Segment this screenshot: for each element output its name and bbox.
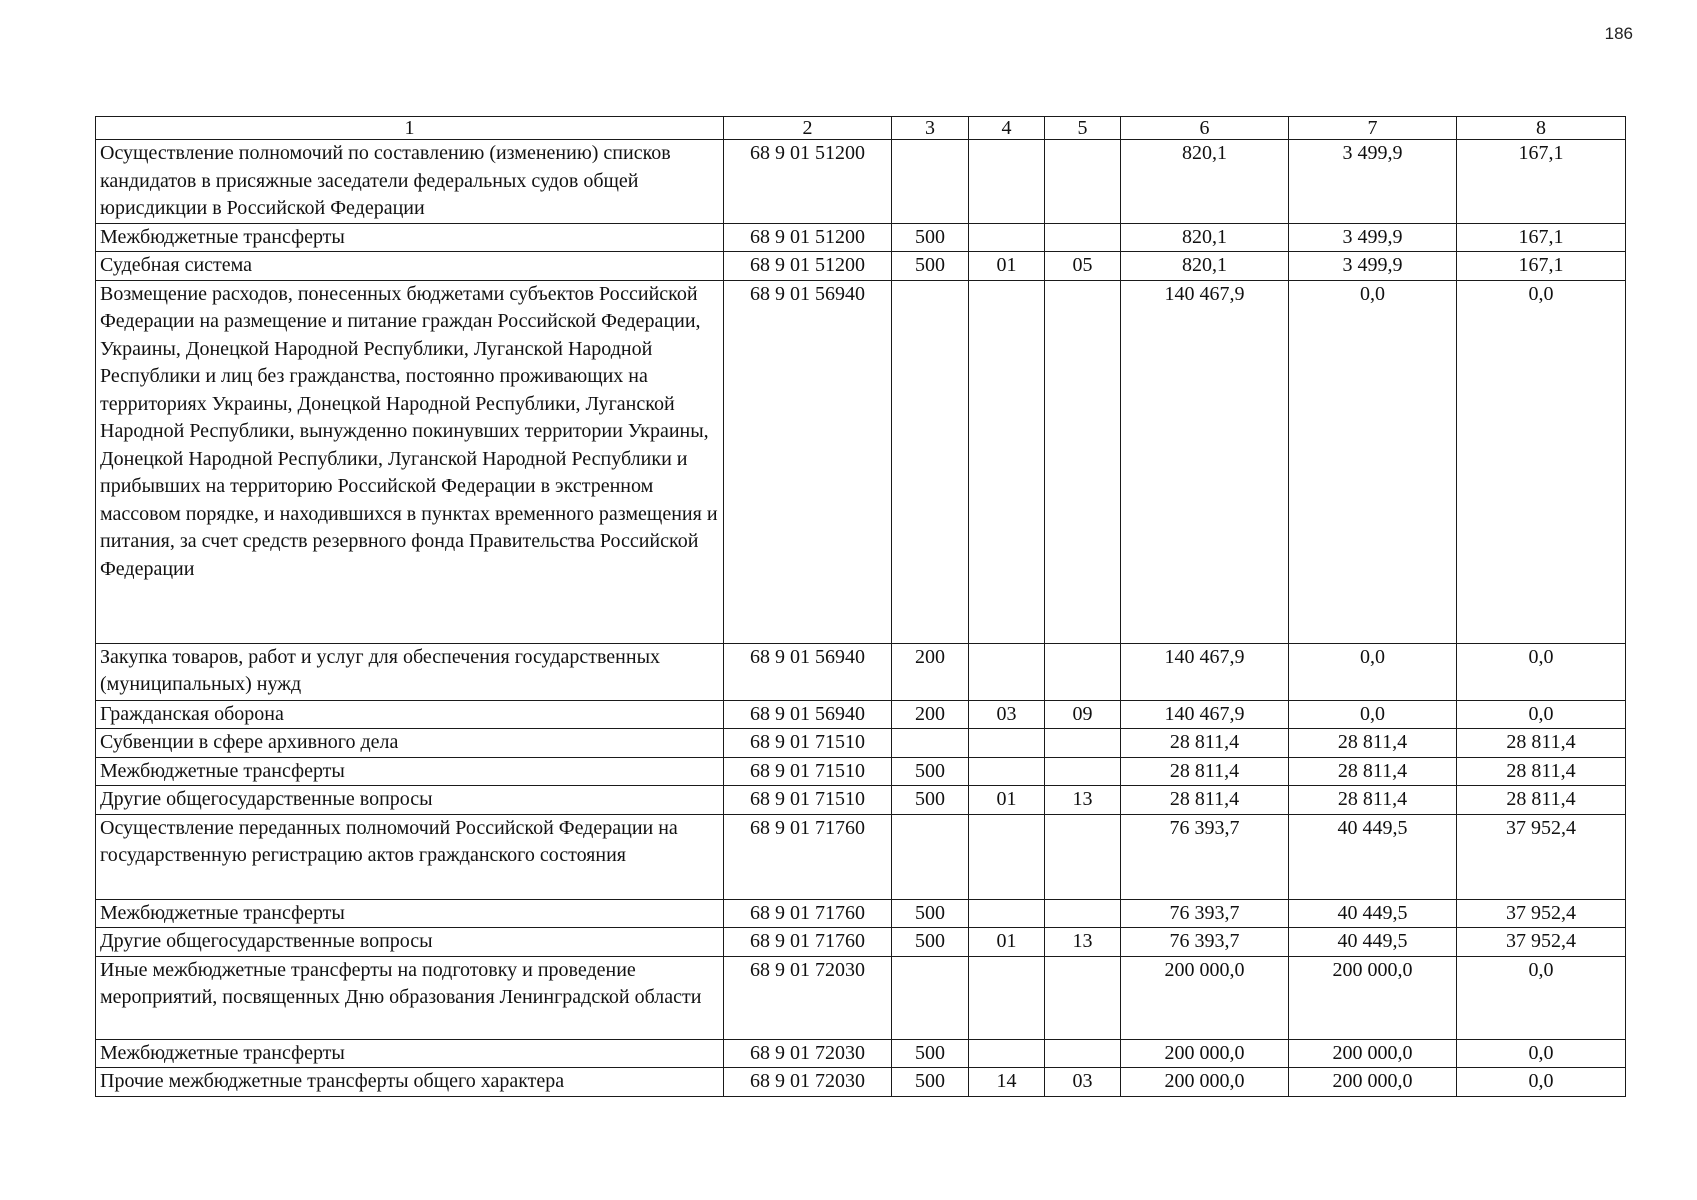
row-section: 01: [969, 928, 1045, 957]
row-subsection: [1045, 1039, 1121, 1068]
row-code: 68 9 01 71510: [724, 729, 892, 758]
row-value-col6: 820,1: [1121, 140, 1289, 224]
row-value-col6: 200 000,0: [1121, 956, 1289, 1039]
row-section: [969, 280, 1045, 643]
row-section: [969, 1039, 1045, 1068]
row-section: [969, 729, 1045, 758]
row-value-col6: 140 467,9: [1121, 280, 1289, 643]
row-subsection: [1045, 223, 1121, 252]
row-code: 68 9 01 71760: [724, 899, 892, 928]
row-section: [969, 140, 1045, 224]
row-value-col8: 0,0: [1457, 1039, 1626, 1068]
table-row: [96, 928, 1626, 957]
row-code: 68 9 01 72030: [724, 1039, 892, 1068]
page-number: 186: [1604, 24, 1633, 43]
row-expense-type: [892, 729, 969, 758]
row-expense-type: 500: [892, 223, 969, 252]
column-header: 5: [1045, 117, 1121, 140]
row-code: 68 9 01 72030: [724, 1068, 892, 1097]
row-value-col6: 28 811,4: [1121, 786, 1289, 815]
row-value-col8: 28 811,4: [1457, 757, 1626, 786]
row-value-col7: 3 499,9: [1289, 223, 1457, 252]
table-row: [96, 700, 1626, 729]
column-header: 1: [96, 117, 724, 140]
column-header: 7: [1289, 117, 1457, 140]
row-section: [969, 757, 1045, 786]
row-subsection: 03: [1045, 1068, 1121, 1097]
row-value-col7: 0,0: [1289, 700, 1457, 729]
row-value-col7: 0,0: [1289, 280, 1457, 643]
row-code: 68 9 01 51200: [724, 252, 892, 281]
row-code: 68 9 01 71760: [724, 814, 892, 899]
row-section: [969, 223, 1045, 252]
row-subsection: [1045, 280, 1121, 643]
row-value-col7: 200 000,0: [1289, 956, 1457, 1039]
table-row: [96, 899, 1626, 928]
row-section: [969, 643, 1045, 700]
row-code: 68 9 01 56940: [724, 643, 892, 700]
row-section: [969, 956, 1045, 1039]
row-value-col7: 200 000,0: [1289, 1039, 1457, 1068]
row-value-col7: 28 811,4: [1289, 729, 1457, 758]
row-expense-type: 500: [892, 928, 969, 957]
row-value-col8: 37 952,4: [1457, 928, 1626, 957]
row-expense-type: 200: [892, 700, 969, 729]
row-subsection: [1045, 757, 1121, 786]
row-value-col6: 200 000,0: [1121, 1068, 1289, 1097]
row-section: 03: [969, 700, 1045, 729]
column-header: 2: [724, 117, 892, 140]
row-code: 68 9 01 71510: [724, 757, 892, 786]
table-row: [96, 757, 1626, 786]
table-row: [96, 729, 1626, 758]
table-row: [96, 140, 1626, 224]
row-name: Другие общегосударственные вопросы: [96, 786, 724, 815]
row-code: 68 9 01 71760: [724, 928, 892, 957]
row-code: 68 9 01 51200: [724, 140, 892, 224]
row-section: [969, 899, 1045, 928]
row-subsection: 13: [1045, 928, 1121, 957]
table-row: [96, 223, 1626, 252]
row-value-col6: 28 811,4: [1121, 757, 1289, 786]
row-subsection: 13: [1045, 786, 1121, 815]
row-expense-type: 500: [892, 1039, 969, 1068]
row-value-col7: 200 000,0: [1289, 1068, 1457, 1097]
row-subsection: [1045, 814, 1121, 899]
row-value-col8: 28 811,4: [1457, 786, 1626, 815]
row-value-col7: 40 449,5: [1289, 899, 1457, 928]
row-value-col8: 0,0: [1457, 700, 1626, 729]
table-row: [96, 643, 1626, 700]
row-value-col6: 820,1: [1121, 252, 1289, 281]
budget-table-container: [95, 116, 1625, 1097]
row-value-col6: 820,1: [1121, 223, 1289, 252]
row-value-col8: 0,0: [1457, 643, 1626, 700]
row-subsection: [1045, 899, 1121, 928]
row-name: Иные межбюджетные трансферты на подготовку и проведение мероприятий, посвященных Дню образования Ленинградской области: [96, 956, 724, 1039]
row-value-col6: 140 467,9: [1121, 643, 1289, 700]
column-header: 8: [1457, 117, 1626, 140]
table-row: [96, 1039, 1626, 1068]
row-name: Межбюджетные трансферты: [96, 899, 724, 928]
row-value-col8: 167,1: [1457, 140, 1626, 224]
row-expense-type: [892, 956, 969, 1039]
row-section: 14: [969, 1068, 1045, 1097]
row-expense-type: [892, 140, 969, 224]
row-code: 68 9 01 56940: [724, 700, 892, 729]
row-name: Межбюджетные трансферты: [96, 223, 724, 252]
row-section: [969, 814, 1045, 899]
row-name: Другие общегосударственные вопросы: [96, 928, 724, 957]
row-value-col7: 40 449,5: [1289, 814, 1457, 899]
row-value-col6: 200 000,0: [1121, 1039, 1289, 1068]
row-code: 68 9 01 71510: [724, 786, 892, 815]
row-subsection: [1045, 643, 1121, 700]
table-row: [96, 814, 1626, 899]
row-value-col8: 28 811,4: [1457, 729, 1626, 758]
table-row: [96, 786, 1626, 815]
row-value-col6: 76 393,7: [1121, 814, 1289, 899]
row-name: Судебная система: [96, 252, 724, 281]
column-header: 6: [1121, 117, 1289, 140]
row-subsection: [1045, 729, 1121, 758]
row-value-col8: 0,0: [1457, 1068, 1626, 1097]
row-subsection: [1045, 956, 1121, 1039]
row-name: Осуществление переданных полномочий Российской Федерации на государственную регистрацию актов гражданского состояния: [96, 814, 724, 899]
budget-table: [95, 116, 1626, 1097]
row-expense-type: [892, 280, 969, 643]
row-name: Межбюджетные трансферты: [96, 1039, 724, 1068]
table-header-row: [96, 117, 1626, 140]
row-expense-type: 500: [892, 1068, 969, 1097]
row-subsection: [1045, 140, 1121, 224]
table-row: [96, 956, 1626, 1039]
row-name: Межбюджетные трансферты: [96, 757, 724, 786]
row-value-col6: 76 393,7: [1121, 899, 1289, 928]
row-name: Прочие межбюджетные трансферты общего характера: [96, 1068, 724, 1097]
row-value-col6: 28 811,4: [1121, 729, 1289, 758]
row-value-col7: 40 449,5: [1289, 928, 1457, 957]
row-section: 01: [969, 252, 1045, 281]
row-value-col7: 3 499,9: [1289, 252, 1457, 281]
row-value-col8: 167,1: [1457, 223, 1626, 252]
row-value-col8: 167,1: [1457, 252, 1626, 281]
table-row: [96, 280, 1626, 643]
row-expense-type: 500: [892, 899, 969, 928]
row-name: Закупка товаров, работ и услуг для обеспечения государственных (муниципальных) нужд: [96, 643, 724, 700]
row-section: 01: [969, 786, 1045, 815]
row-value-col7: 28 811,4: [1289, 757, 1457, 786]
row-name: Гражданская оборона: [96, 700, 724, 729]
row-value-col7: 3 499,9: [1289, 140, 1457, 224]
row-expense-type: 500: [892, 757, 969, 786]
row-value-col8: 0,0: [1457, 956, 1626, 1039]
table-row: [96, 1068, 1626, 1097]
row-value-col7: 28 811,4: [1289, 786, 1457, 815]
row-code: 68 9 01 72030: [724, 956, 892, 1039]
row-subsection: 05: [1045, 252, 1121, 281]
row-value-col8: 0,0: [1457, 280, 1626, 643]
row-subsection: 09: [1045, 700, 1121, 729]
row-value-col6: 140 467,9: [1121, 700, 1289, 729]
row-expense-type: [892, 814, 969, 899]
row-name: Субвенции в сфере архивного дела: [96, 729, 724, 758]
row-expense-type: 200: [892, 643, 969, 700]
row-value-col8: 37 952,4: [1457, 814, 1626, 899]
row-value-col6: 76 393,7: [1121, 928, 1289, 957]
row-code: 68 9 01 51200: [724, 223, 892, 252]
row-code: 68 9 01 56940: [724, 280, 892, 643]
table-row: [96, 252, 1626, 281]
row-name: Возмещение расходов, понесенных бюджетами субъектов Российской Федерации на размещение и питание граждан Российской Федерации, Украины, Донецкой Народной Республики, Луганской Народной Республики и лиц без гражданства, постоянно проживающих на территориях Украины, Донецкой Народной Республики, Луганской Народной Республики, вынужденно покинувших территории Украины, Донецкой Народной Республики, Луганской Народной Республики и прибывших на территорию Российской Федерации в экстренном массовом порядке, и находившихся в пунктах временного размещения и питания, за счет средств резервного фонда Правительства Российской Федерации: [96, 280, 724, 643]
row-name: Осуществление полномочий по составлению (изменению) списков кандидатов в присяжные заседатели федеральных судов общей юрисдикции в Российской Федерации: [96, 140, 724, 224]
column-header: 4: [969, 117, 1045, 140]
row-value-col8: 37 952,4: [1457, 899, 1626, 928]
column-header: 3: [892, 117, 969, 140]
row-expense-type: 500: [892, 786, 969, 815]
row-value-col7: 0,0: [1289, 643, 1457, 700]
row-expense-type: 500: [892, 252, 969, 281]
